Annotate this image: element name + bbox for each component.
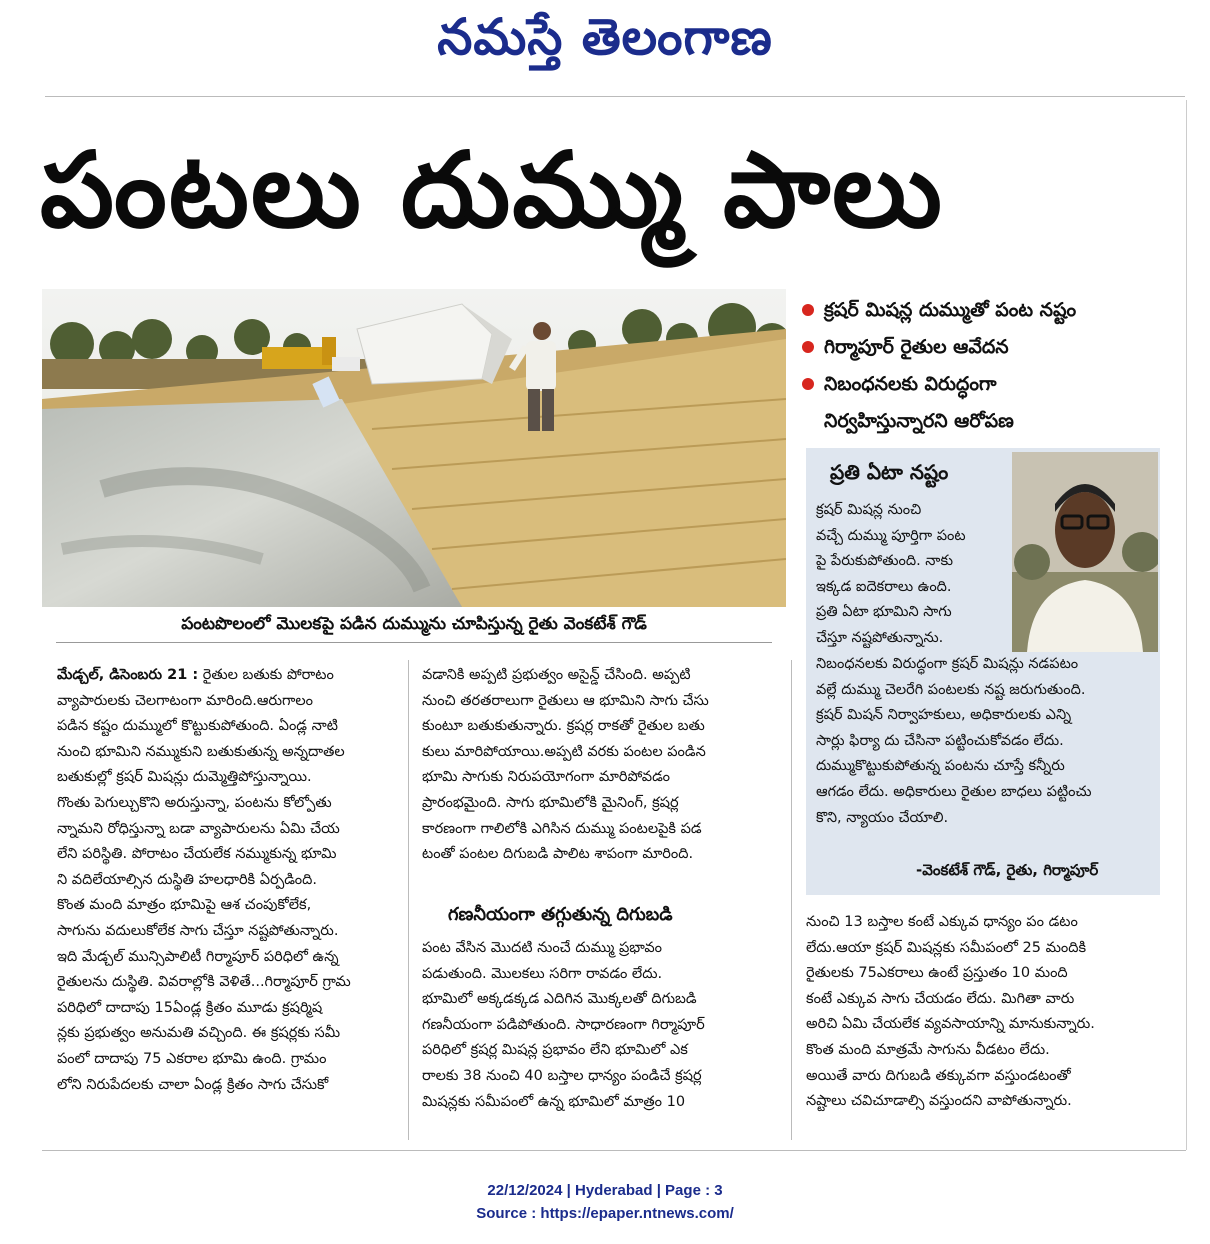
farm-photo — [42, 289, 786, 607]
quote-line: ఇక్కడ ఐదెకరాలు ఉంది. — [816, 578, 952, 595]
headline: పంటలు దుమ్ము పాలు — [40, 129, 944, 251]
masthead-logo: నమస్తే తెలంగాణ — [437, 8, 773, 66]
article-line: పంలో దాదాపు 75 ఎకరాల భూమి ఉంది. గ్రామం — [57, 1050, 327, 1067]
article-line: పరిధిలో క్రషర్ల మిషన్ల ప్రభావం లేని భూమిలో ఎక — [422, 1042, 688, 1059]
article-line: గణనీయంగా పడిపోతుంది. సాధారణంగా గిర్మాపూర్ — [422, 1016, 705, 1033]
article-line: బతుకుల్లో క్రషర్ మిషన్లు దుమ్మెత్తిపోస్తున్నాయి. — [57, 769, 312, 786]
article-line: భూమి సాగుకు నిరుపయోగంగా మారిపోవడం — [422, 769, 670, 786]
article-line: గొంతు పెగుల్చుకొని అరుస్తున్నా, పంటను కోల్పోతు — [57, 794, 332, 811]
article-line: మేడ్చల్, డిసెంబరు 21 : రైతుల బతుకు పోరాటం — [57, 667, 334, 683]
bullet-item: నిబంధనలకు విరుద్ధంగా — [800, 366, 1180, 403]
article-line: కంటే ఎక్కువ సాగు చేయడం లేదు. మిగితా వారు — [806, 990, 1075, 1007]
article-line: కుంటూ బతుకుతున్నారు. క్రషర్ల రాకతో రైతుల బతు — [422, 718, 705, 735]
column-divider — [408, 660, 409, 1140]
article-column-3 — [806, 910, 1158, 1115]
article-line: లేదు.ఆయా క్రషర్ మిషన్లకు సమీపంలో 25 మందికి — [806, 939, 1087, 956]
quote-line: సార్లు ఫిర్యా దు చేసినా పట్టించుకోవడం లేదు. — [816, 732, 1064, 749]
caption-rule — [56, 642, 772, 643]
portrait-photo — [1012, 452, 1158, 652]
quote-line: వచ్చే దుమ్ము పూర్తిగా పంట — [816, 527, 966, 544]
farm-photo-illustration — [42, 289, 786, 607]
article-line: పరిధిలో దాదాపు 15ఏండ్ల క్రితం మూడు క్రషర్మిష — [57, 999, 323, 1016]
quote-line: దుమ్ముకొట్టుకుపోతున్న పంటను చూస్తే కన్నీరు — [816, 758, 1065, 775]
bottom-rule — [42, 1150, 1186, 1151]
article-line: లేని పరిస్థితి. పోరాటం చేయలేక నమ్ముకున్న భూమి — [57, 846, 337, 863]
article-line: రాలకు 38 నుంచి 40 బస్తాల ధాన్యం పండిచే క్రషర్ల — [422, 1067, 702, 1084]
quote-line: క్రషర్ మిషన్ల నుంచి — [816, 502, 922, 518]
article-line: నుంచి తరతరాలుగా రైతులు ఆ భూమిని సాగు చేసు — [422, 692, 709, 709]
article-line: పడిన కష్టం దుమ్ములో కొట్టుకుపోతుంది. ఏండ్ల నాటి — [57, 718, 338, 735]
quote-box-title: ప్రతి ఏటా నష్టం — [830, 460, 949, 484]
article-line: భూమిలో అక్కడక్కడ ఎదిగిన మొక్కలతో దిగుబడి — [422, 991, 697, 1008]
article-line: సాగును వదులుకోలేక సాగు చేస్తూ నష్టపోతున్నారు. — [57, 922, 339, 939]
article-line: పంట వేసిన మొదటి నుంచే దుమ్ము ప్రభావం — [422, 940, 663, 956]
article-line: ప్రారంభమైంది. సాగు భూమిలోకి మైనింగ్, క్రషర్ల — [422, 794, 679, 811]
article-column-2a — [422, 663, 778, 868]
bullet-item: గిర్మాపూర్ రైతుల ఆవేదన — [800, 329, 1180, 366]
article-line: న్నామని రోధిస్తున్నా బడా వ్యాపారులను ఏమి చేయ — [57, 820, 340, 837]
quote-line: ప్రతి ఏటా భూమిని సాగు — [816, 604, 952, 621]
article-line: నష్టాలు చవిచూడాల్సి వస్తుందని వాపోతున్నారు. — [806, 1093, 1072, 1110]
article-line: అరిచి ఏమి చేయలేక వ్యవసాయాన్ని మానుకున్నారు. — [806, 1016, 1095, 1033]
article-line: ని వదిలేయాల్సిన దుస్థితి హలధారికి ఏర్పడింది. — [57, 871, 317, 888]
quote-line: ఆగడం లేదు. అధికారులు రైతుల బాధలు పట్టించు — [816, 783, 1092, 800]
bullet-item-continuation: నిర్వహిస్తున్నారని ఆరోపణ — [824, 410, 1014, 432]
article-line: అయితే వారు దిగుబడి తక్కువగా వస్తుండటంతో — [806, 1067, 1071, 1084]
quote-signature: -వెంకటేశ్ గౌడ్, రైతు, గిర్మాపూర్ — [916, 861, 1099, 879]
article-line: వ్యాపారులకు చెలగాటంగా మారింది.ఆరుగాలం — [57, 692, 314, 709]
dateline: మేడ్చల్, డిసెంబరు 21 : — [57, 667, 199, 683]
quote-line: పై పేరుకుపోతుంది. నాకు — [816, 553, 954, 570]
article-line: నుంచి భూమిని నమ్ముకుని బతుకుతున్న అన్నదాతల — [57, 743, 345, 760]
quote-text-narrow — [816, 498, 1006, 652]
article-line: కొంత మంది మాత్రమే సాగును వీడటం లేదు. — [806, 1041, 1050, 1058]
article-line: కులు మారిపోయాయి.అప్పటి వరకు పంటల పండిన — [422, 743, 706, 760]
article-line: కారణంగా గాలిలోకి ఎగిసిన దుమ్ము పంటలపైకి పడ — [422, 820, 702, 837]
subheading: గణనీయంగా తగ్గుతున్న దిగుబడి — [448, 904, 673, 925]
photo-caption: పంటపొలంలో మొలకపై పడిన దుమ్మును చూపిస్తున్న రైతు వెంకటేశ్ గౌడ్ — [181, 614, 647, 634]
quote-line: చేస్తూ నష్టపోతున్నాను. — [816, 629, 944, 646]
quote-line: క్రషర్ మిషన్ నిర్వాహకులు, అధికారులకు ఎన్ని — [816, 707, 1072, 724]
article-column-2b — [422, 936, 778, 1115]
article-line: రైతులకు 75ఎకరాలు ఉంటే ప్రస్తుతం 10 మంది — [806, 965, 1068, 982]
article-line: టంతో పంటల దిగుబడి పాలిట శాపంగా మారింది. — [422, 846, 694, 863]
top-rule — [45, 96, 1185, 97]
footer-source-link[interactable]: Source : https://epaper.ntnews.com/ — [476, 1205, 734, 1222]
footer-date-page: 22/12/2024 | Hyderabad | Page : 3 — [487, 1182, 723, 1199]
quote-line: వల్లే దుమ్ము చెలరేగి పంటలకు నష్ట జరుగుతుంది. — [816, 681, 1086, 698]
article-line: పడుతుంది. మొలకలు సరిగా రావడం లేదు. — [422, 965, 663, 982]
column-divider — [791, 660, 792, 1140]
article-line: రైతులను దుస్థితి. వివరాల్లోకి వెళితే...గిర్మాపూర్ గ్రామ — [57, 974, 351, 991]
article-line: కొంత మంది మాత్రం భూమిపై ఆశ చంపుకోలేక, — [57, 897, 312, 914]
article-line: న్లకు ప్రభుత్వం అనుమతి వచ్చింది. ఈ క్రషర్లకు సమీ — [57, 1025, 341, 1042]
article-line: ఇది మేడ్చల్ మున్సిపాలిటీ గిర్మాపూర్ పరిధిలో ఉన్న — [57, 948, 339, 965]
article-line: వడానికి అప్పటి ప్రభుత్వం అసైన్డ్ చేసింది. అప్పటి — [422, 667, 691, 683]
article-line: మిషన్లకు సమీపంలో ఉన్న భూమిలో మాత్రం 10 — [422, 1093, 686, 1110]
quote-line: నిబంధనలకు విరుద్ధంగా క్రషర్ మిషన్లు నడపటం — [816, 656, 1079, 672]
article-line: నుంచి 13 బస్తాల కంటే ఎక్కువ ధాన్యం పం డటం — [806, 914, 1078, 930]
article-line: లోని నిరుపేదలకు చాలా ఏండ్ల క్రితం సాగు చేసుకో — [57, 1076, 329, 1093]
highlight-bullets — [800, 292, 1180, 440]
article-column-1 — [57, 663, 395, 1098]
bullet-item: క్రషర్ మిషన్ల దుమ్ముతో పంట నష్టం — [800, 292, 1180, 329]
quote-line: కొని, న్యాయం చేయాలి. — [816, 809, 949, 826]
quote-text-wide — [816, 652, 1156, 831]
